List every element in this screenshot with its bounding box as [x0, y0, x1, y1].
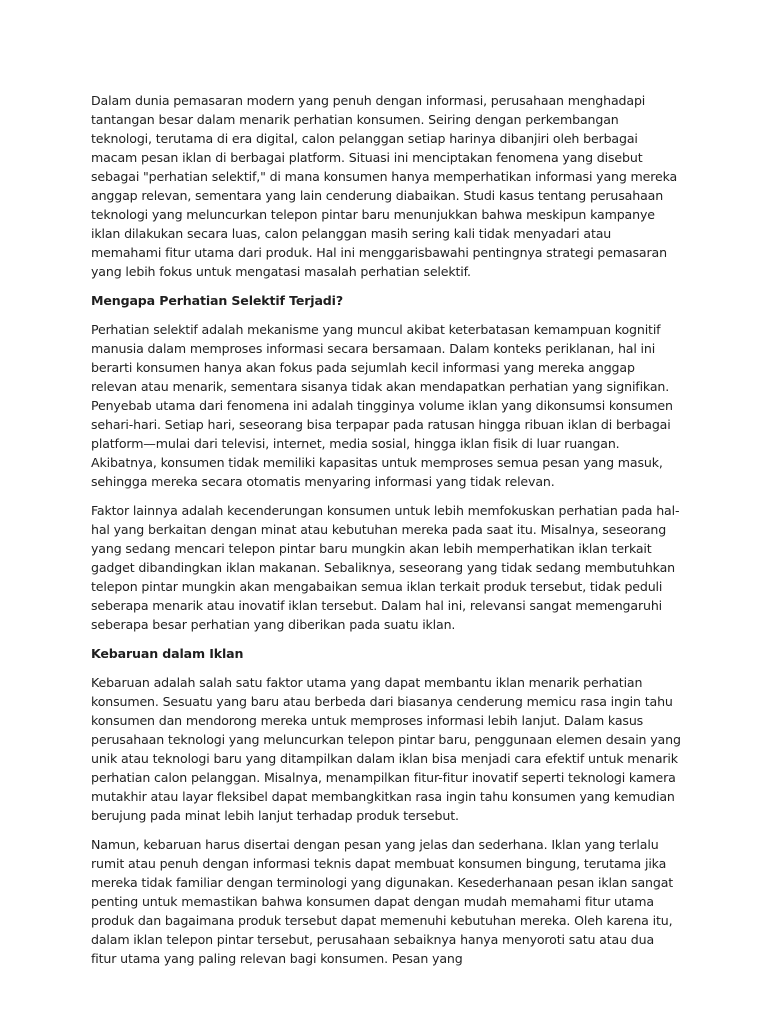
section-heading-novelty: Kebaruan dalam Iklan: [91, 646, 244, 661]
selective-attention-paragraph-1: Perhatian selektif adalah mekanisme yang muncul akibat keterbatasan kemampuan kognitif manusia dalam memproses informasi secara bersamaan. Dalam konteks periklanan, hal ini berarti konsumen hanya akan fokus pada sejumlah kecil informasi yang mereka anggap relevan atau menarik, sementara sisanya tidak akan mendapatkan perhatian yang signifikan. Penyebab utama dari fenomena ini adalah tingginya volume iklan yang dikonsumsi konsumen sehari-hari. Setiap hari, seseorang bisa terpapar pada ratusan hingga ribuan iklan di berbagai platform—mulai dari televisi, internet, media sosial, hingga iklan fisik di luar ruangan. Akibatnya, konsumen tidak memiliki kapasitas untuk memproses semua pesan yang masuk, sehingga mereka secara otomatis menyaring informasi yang tidak relevan.: [91, 322, 673, 489]
selective-attention-paragraph-2: Faktor lainnya adalah kecenderungan konsumen untuk lebih memfokuskan perhatian pada hal-hal yang berkaitan dengan minat atau kebutuhan mereka pada saat itu. Misalnya, seseorang yang sedang mencari telepon pintar baru mungkin akan lebih memperhatikan iklan terkait gadget dibandingkan iklan makanan. Sebaliknya, seseorang yang tidak sedang membutuhkan telepon pintar mungkin akan mengabaikan semua iklan terkait produk tersebut, tidak peduli seberapa menarik atau inovatif iklan tersebut. Dalam hal ini, relevansi sangat memengaruhi seberapa besar perhatian yang diberikan pada suatu iklan.: [91, 503, 680, 632]
novelty-paragraph-2: Namun, kebaruan harus disertai dengan pesan yang jelas dan sederhana. Iklan yang terlalu rumit atau penuh dengan informasi teknis dapat membuat konsumen bingung, terutama jika mereka tidak familiar dengan terminologi yang digunakan. Kesederhanaan pesan iklan sangat penting untuk memastikan bahwa konsumen dapat dengan mudah memahami fitur utama produk dan bagaimana produk tersebut dapat memenuhi kebutuhan mereka. Oleh karena itu, dalam iklan telepon pintar tersebut, perusahaan sebaiknya hanya menyoroti satu atau dua fitur utama yang paling relevan bagi konsumen. Pesan yang: [91, 837, 674, 966]
novelty-paragraph-1: Kebaruan adalah salah satu faktor utama yang dapat membantu iklan menarik perhatian konsumen. Sesuatu yang baru atau berbeda dari biasanya cenderung memicu rasa ingin tahu konsumen dan mendorong mereka untuk memproses informasi lebih lanjut. Dalam kasus perusahaan teknologi yang meluncurkan telepon pintar baru, penggunaan elemen desain yang unik atau teknologi baru yang ditampilkan dalam iklan bisa menjadi cara efektif untuk menarik perhatian calon pelanggan. Misalnya, menampilkan fitur-fitur inovatif seperti teknologi kamera mutakhir atau layar fleksibel dapat membangkitkan rasa ingin tahu konsumen yang kemudian berujung pada minat lebih lanjut terhadap produk tersebut.: [91, 675, 681, 823]
intro-paragraph: Dalam dunia pemasaran modern yang penuh dengan informasi, perusahaan menghadapi tantangan besar dalam menarik perhatian konsumen. Seiring dengan perkembangan teknologi, terutama di era digital, calon pelanggan setiap harinya dibanjiri oleh berbagai macam pesan iklan di berbagai platform. Situasi ini menciptakan fenomena yang disebut sebagai "perhatian selektif," di mana konsumen hanya memperhatikan informasi yang mereka anggap relevan, sementara yang lain cenderung diabaikan. Studi kasus tentang perusahaan teknologi yang meluncurkan telepon pintar baru menunjukkan bahwa meskipun kampanye iklan dilakukan secara luas, calon pelanggan masih sering kali tidak menyadari atau memahami fitur utama dari produk. Hal ini menggarisbawahi pentingnya strategi pemasaran yang lebih fokus untuk mengatasi masalah perhatian selektif.: [91, 93, 678, 279]
document-page: [91, 91, 681, 978]
section-heading-selective-attention: Mengapa Perhatian Selektif Terjadi?: [91, 293, 343, 308]
